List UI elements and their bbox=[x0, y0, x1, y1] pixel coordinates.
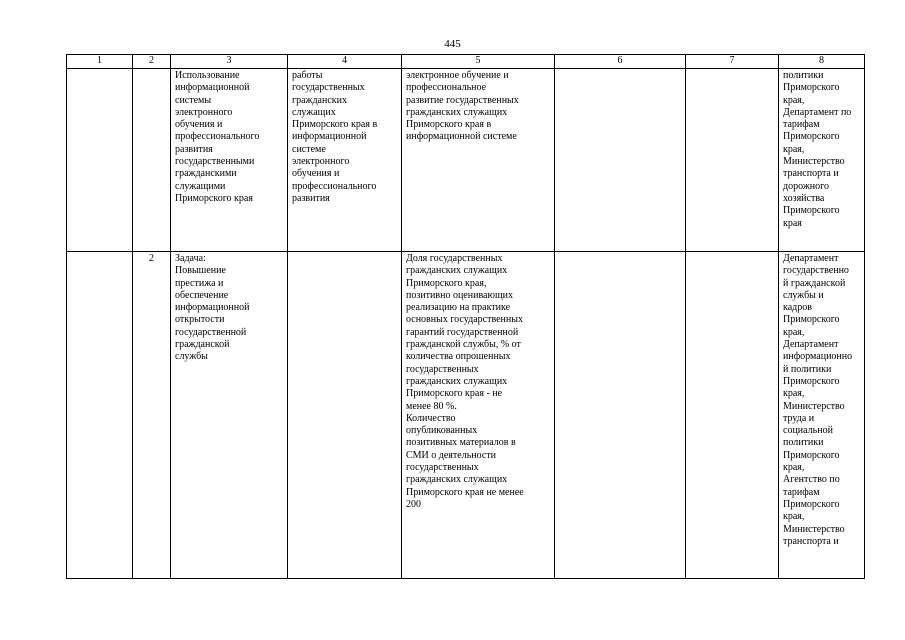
row-number-cell: 2 bbox=[133, 252, 171, 579]
indicator-cell: Доля государственных гражданских служащих Приморского края, позитивно оценивающих реализацию на практике основных государственных гарантий государственной гражданской службы, % от количества опрошенных государственных гражданских служащих Приморского края - не менее 80 %. Количество опубликованных позитивных материалов в СМИ о деятельности государственных гражданских служащих Приморского края не менее 200 bbox=[402, 252, 555, 579]
table-cell bbox=[67, 69, 133, 252]
column-header-7: 7 bbox=[686, 55, 779, 69]
page-number: 445 bbox=[444, 38, 461, 50]
table-row bbox=[67, 69, 865, 252]
table-cell bbox=[555, 69, 686, 252]
document-table bbox=[66, 54, 865, 579]
responsible-cell: Департамент государственно й гражданской службы и кадров Приморского края, Департамент информационно й политики Приморского края, Министерство труда и социальной политики Приморского края, Агентство по тарифам Приморского края, Министерство транспорта и bbox=[779, 252, 865, 579]
table-cell bbox=[686, 252, 779, 579]
column-header-5: 5 bbox=[402, 55, 555, 69]
column-header-2: 2 bbox=[133, 55, 171, 69]
table-cell bbox=[555, 252, 686, 579]
column-header-3: 3 bbox=[171, 55, 288, 69]
column-header-4: 4 bbox=[288, 55, 402, 69]
table-row bbox=[67, 252, 865, 579]
header-row bbox=[67, 55, 865, 69]
responsible-cell: политики Приморского края, Департамент по тарифам Приморского края, Министерство транспорта и дорожного хозяйства Приморского края bbox=[779, 69, 865, 252]
table-cell bbox=[288, 252, 402, 579]
indicator-cell: электронное обучение и профессиональное развитие государственных гражданских служащих Приморского края в информационной системе bbox=[402, 69, 555, 252]
measure-name-cell: Использование информационной системы электронного обучения и профессионального развития государственными гражданскими служащими Приморского края bbox=[171, 69, 288, 252]
task-cell: Задача: Повышение престижа и обеспечение информационной открытости государственной гражданской службы bbox=[171, 252, 288, 579]
column-header-8: 8 bbox=[779, 55, 865, 69]
table-cell bbox=[133, 69, 171, 252]
table-cell bbox=[686, 69, 779, 252]
table-cell bbox=[67, 252, 133, 579]
column-header-6: 6 bbox=[555, 55, 686, 69]
column-header-1: 1 bbox=[67, 55, 133, 69]
task-description-cell: работы государственных гражданских служащих Приморского края в информационной системе электронного обучения и профессионального развития bbox=[288, 69, 402, 252]
